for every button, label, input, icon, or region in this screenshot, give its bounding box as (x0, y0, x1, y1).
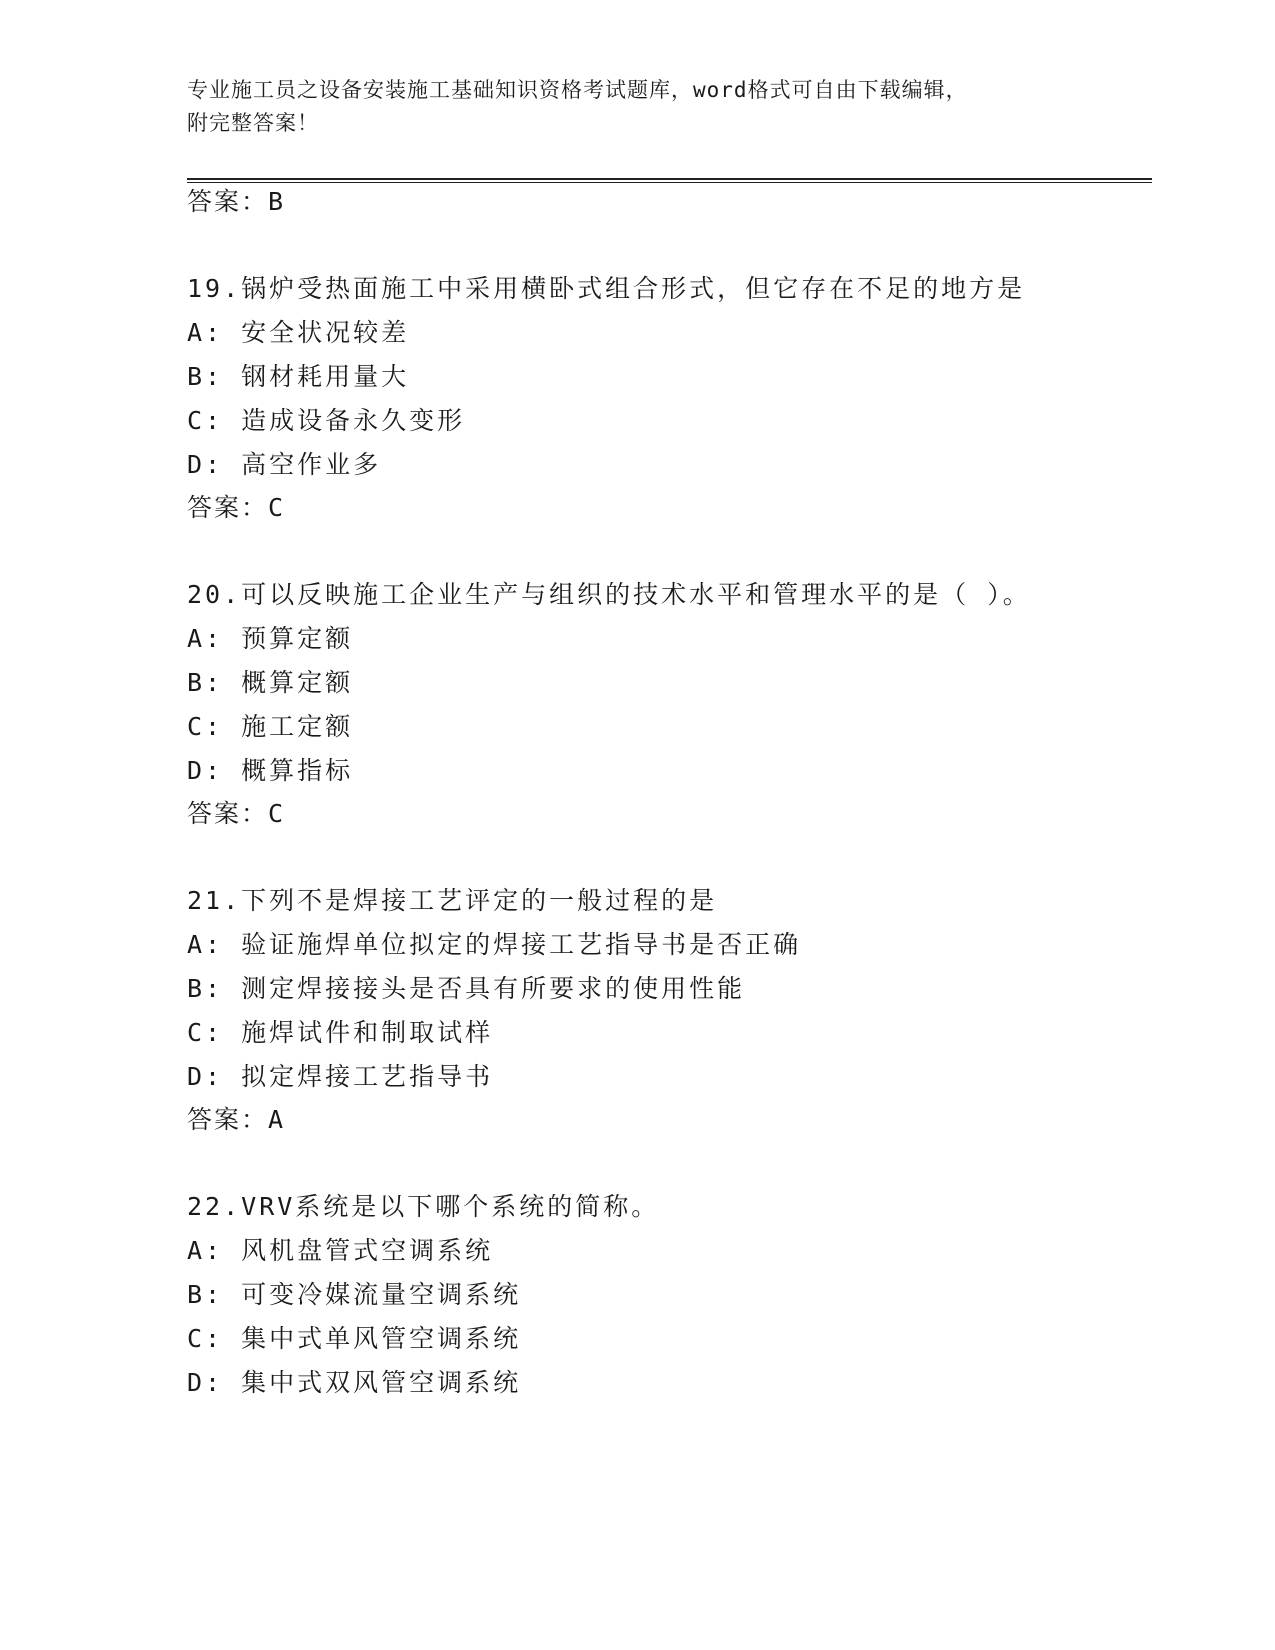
question-stem: 19.锅炉受热面施工中采用横卧式组合形式，但它存在不足的地方是 (187, 274, 1026, 303)
question-stem: 20.可以反映施工企业生产与组织的技术水平和管理水平的是（ ）。 (187, 580, 1031, 609)
option-b: B: 测定焊接接头是否具有所要求的使用性能 (187, 974, 746, 1003)
answer-value: C (268, 799, 286, 828)
option-c: C: 造成设备永久变形 (187, 406, 466, 435)
header-line-1: 专业施工员之设备安装施工基础知识资格考试题库，word格式可自由下载编辑， (187, 78, 968, 102)
option-b: B: 概算定额 (187, 668, 354, 697)
answer-line (187, 799, 285, 829)
answer-value: B (268, 187, 286, 216)
answer-line (187, 187, 285, 217)
option-b: B: 钢材耗用量大 (187, 362, 410, 391)
question-stem: 22.VRV系统是以下哪个系统的简称。 (187, 1192, 660, 1221)
option-c: C: 施焊试件和制取试样 (187, 1018, 494, 1047)
option-a: A: 风机盘管式空调系统 (187, 1236, 494, 1265)
option-c: C: 集中式单风管空调系统 (187, 1324, 522, 1353)
header-line-2: 附完整答案！ (187, 111, 319, 135)
answer-value: C (268, 493, 286, 522)
option-d: D: 集中式双风管空调系统 (187, 1368, 522, 1397)
document-header (187, 74, 1087, 140)
answer-label: 答案： (187, 799, 269, 828)
option-a: A: 验证施焊单位拟定的焊接工艺指导书是否正确 (187, 930, 802, 959)
option-b: B: 可变冷媒流量空调系统 (187, 1280, 522, 1309)
answer-line (187, 493, 285, 523)
answer-line (187, 1105, 285, 1135)
header-divider (187, 178, 1152, 183)
option-c: C: 施工定额 (187, 712, 354, 741)
question-stem: 21.下列不是焊接工艺评定的一般过程的是 (187, 886, 718, 915)
option-d: D: 概算指标 (187, 756, 354, 785)
answer-value: A (268, 1105, 286, 1134)
option-a: A: 预算定额 (187, 624, 354, 653)
option-d: D: 高空作业多 (187, 450, 382, 479)
answer-label: 答案： (187, 493, 269, 522)
answer-label: 答案： (187, 187, 269, 216)
option-d: D: 拟定焊接工艺指导书 (187, 1062, 494, 1091)
answer-label: 答案： (187, 1105, 269, 1134)
option-a: A: 安全状况较差 (187, 318, 410, 347)
